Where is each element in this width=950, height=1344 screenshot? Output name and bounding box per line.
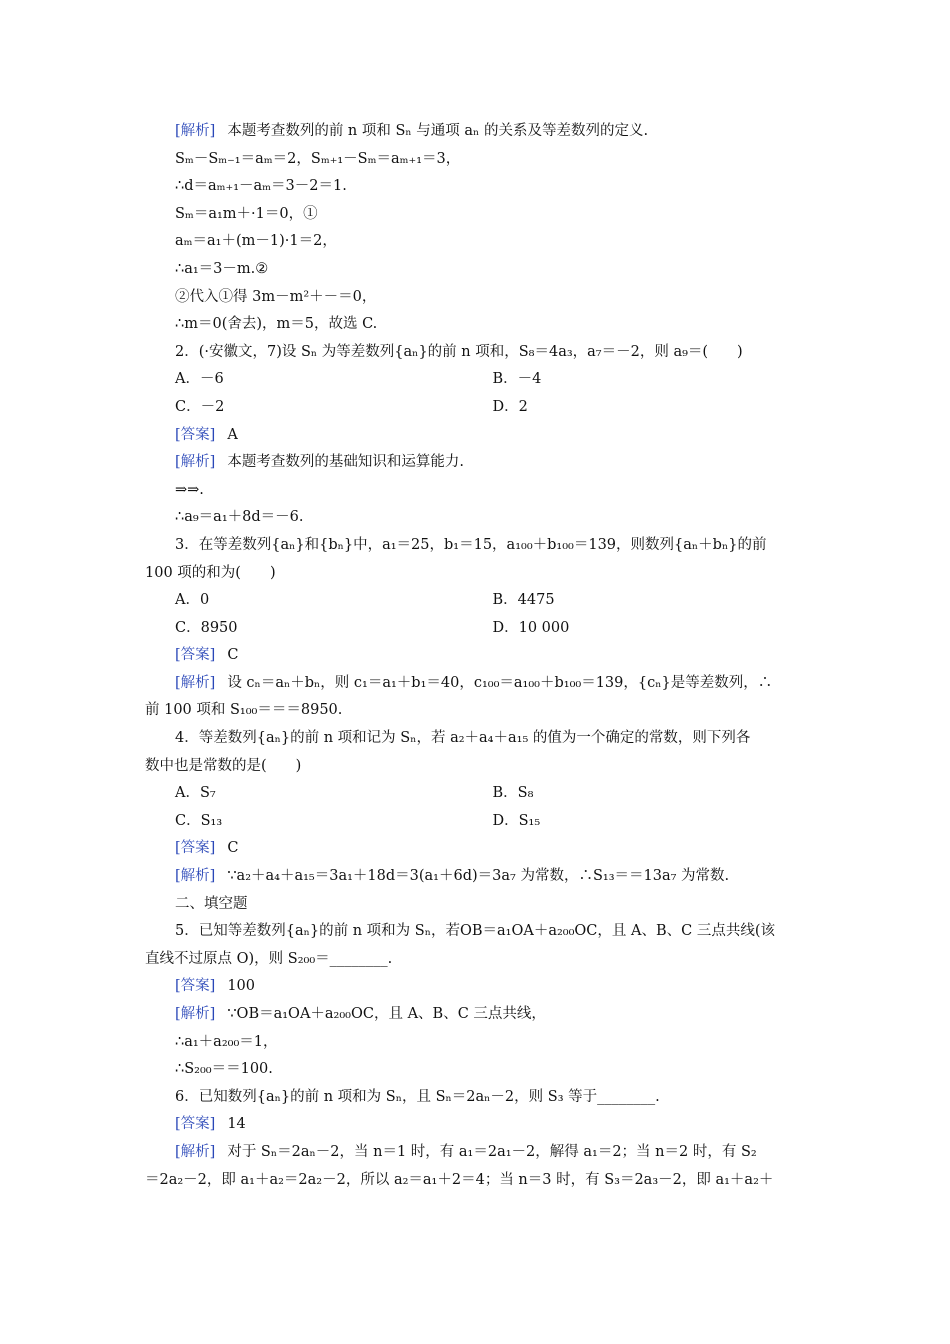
q4-stem bbox=[145, 725, 810, 753]
q1-analysis-line bbox=[145, 146, 810, 174]
option-b: B．－4 bbox=[492, 371, 542, 388]
text: ∵OB＝a₁OA＋a₂₀₀OC，且 A、B、C 三点共线， bbox=[227, 1006, 546, 1022]
q5-analysis-line bbox=[145, 1056, 810, 1084]
option-b: B．S₈ bbox=[492, 785, 534, 802]
q5-answer bbox=[145, 973, 810, 1001]
q1-analysis-line bbox=[145, 256, 810, 284]
text: 2．(·安徽文，7)设 Sₙ 为等差数列{aₙ}的前 n 项和，S₈＝4a₃，a₇＝－2，则 a₉＝( ) bbox=[175, 343, 743, 360]
text: 3．在等差数列{aₙ}和{bₙ}中，a₁＝25，b₁＝15，a₁₀₀＋b₁₀₀＝139，则数列{aₙ＋bₙ}的前 bbox=[175, 536, 767, 553]
q5-analysis-line bbox=[145, 1001, 810, 1029]
text: 4．等差数列{aₙ}的前 n 项和记为 Sₙ，若 a₂＋a₄＋a₁₅ 的值为一个确定的常数，则下列各 bbox=[175, 730, 751, 747]
q2-options-row bbox=[145, 366, 810, 394]
text: 对于 Sₙ＝2aₙ－2，当 n＝1 时，有 a₁＝2a₁－2，解得 a₁＝2；当 n＝2 时，有 S₂ bbox=[227, 1143, 757, 1160]
q2-analysis-line bbox=[145, 449, 810, 477]
q2-stem bbox=[145, 339, 810, 367]
text: 本题考查数列的基础知识和运算能力. bbox=[227, 454, 464, 471]
answer-tag: [答案] bbox=[175, 840, 216, 857]
text: 6．已知数列{aₙ}的前 n 项和为 Sₙ，且 Sₙ＝2aₙ－2，则 S₃ 等于________. bbox=[175, 1088, 660, 1105]
q2-analysis-line bbox=[145, 504, 810, 532]
analysis-tag: [解析] bbox=[175, 123, 216, 139]
text: ∴a₉＝a₁＋8d＝－6. bbox=[175, 509, 304, 526]
analysis-tag: [解析] bbox=[175, 1143, 216, 1160]
answer-text: C bbox=[227, 840, 239, 857]
q4-stem bbox=[145, 753, 810, 781]
option-d: D．10 000 bbox=[492, 619, 570, 636]
text: ②代入①得 3m－m²＋－＝0， bbox=[175, 288, 377, 305]
text: ＝2a₂－2，即 a₁＋a₂＝2a₂－2，所以 a₂＝a₁＋2＝4；当 n＝3 时，有 S₃＝2a₃－2，即 a₁＋a₂＋ bbox=[145, 1171, 774, 1188]
answer-tag: [答案] bbox=[175, 978, 216, 995]
text: 本题考查数列的前 n 项和 Sₙ 与通项 aₙ 的关系及等差数列的定义. bbox=[227, 123, 649, 139]
option-c: C．8950 bbox=[175, 619, 238, 636]
text: 直线不过原点 O)，则 S₂₀₀＝________. bbox=[145, 950, 393, 967]
text: ∴S₂₀₀＝＝100. bbox=[175, 1061, 273, 1078]
analysis-tag: [解析] bbox=[175, 674, 216, 691]
q1-analysis-line bbox=[145, 118, 810, 146]
q3-stem bbox=[145, 560, 810, 588]
analysis-tag: [解析] bbox=[175, 868, 216, 885]
q2-analysis-line bbox=[145, 477, 810, 505]
q5-analysis-line bbox=[145, 1029, 810, 1057]
analysis-tag: [解析] bbox=[175, 1006, 216, 1022]
option-b: B．4475 bbox=[492, 592, 555, 609]
document-content bbox=[145, 118, 810, 1194]
section-heading bbox=[145, 891, 810, 919]
option-d: D．S₁₅ bbox=[492, 812, 541, 829]
option-c: C．－2 bbox=[175, 398, 225, 415]
q4-answer bbox=[145, 835, 810, 863]
q6-stem bbox=[145, 1084, 810, 1112]
q4-options-row bbox=[145, 780, 810, 808]
analysis-tag: [解析] bbox=[175, 454, 216, 471]
q3-answer bbox=[145, 642, 810, 670]
answer-text: C bbox=[227, 647, 239, 664]
text: 二、填空题 bbox=[175, 895, 248, 912]
text: 5．已知等差数列{aₙ}的前 n 项和为 Sₙ，若OB＝a₁OA＋a₂₀₀OC，且 A、B、C 三点共线(该 bbox=[175, 923, 775, 940]
text: 前 100 项和 S₁₀₀＝＝＝8950. bbox=[145, 702, 343, 719]
q6-analysis-line bbox=[145, 1139, 810, 1167]
q2-answer bbox=[145, 422, 810, 450]
text: ⇒⇒. bbox=[175, 481, 204, 498]
option-a: A．S₇ bbox=[175, 785, 216, 802]
text: 100 项的和为( ) bbox=[145, 564, 276, 581]
text: ∵a₂＋a₄＋a₁₅＝3a₁＋18d＝3(a₁＋6d)＝3a₇ 为常数，∴S₁₃＝＝13a₇ 为常数. bbox=[227, 868, 730, 885]
q2-options-row bbox=[145, 394, 810, 422]
q1-analysis-line bbox=[145, 228, 810, 256]
option-c: C．S₁₃ bbox=[175, 812, 223, 829]
q5-stem bbox=[145, 946, 810, 974]
text: 设 cₙ＝aₙ＋bₙ，则 c₁＝a₁＋b₁＝40，c₁₀₀＝a₁₀₀＋b₁₀₀＝139，{cₙ}是等差数列，∴ bbox=[227, 674, 773, 691]
q3-analysis-line bbox=[145, 670, 810, 698]
q1-analysis-line bbox=[145, 201, 810, 229]
q3-options-row bbox=[145, 587, 810, 615]
q4-analysis-line bbox=[145, 863, 810, 891]
text: ∴d＝aₘ₊₁－aₘ＝3－2＝1. bbox=[175, 178, 347, 195]
q3-analysis-line bbox=[145, 697, 810, 725]
q1-analysis-line bbox=[145, 311, 810, 339]
text: 数中也是常数的是( ) bbox=[145, 757, 302, 774]
answer-tag: [答案] bbox=[175, 647, 216, 664]
q5-stem bbox=[145, 918, 810, 946]
q1-analysis-line bbox=[145, 284, 810, 312]
answer-text: A bbox=[227, 426, 238, 443]
q6-answer bbox=[145, 1111, 810, 1139]
option-a: A．－6 bbox=[175, 371, 224, 388]
text: aₘ＝a₁＋(m－1)·1＝2， bbox=[175, 233, 337, 250]
q6-analysis-line bbox=[145, 1167, 810, 1195]
answer-tag: [答案] bbox=[175, 426, 216, 443]
option-a: A．0 bbox=[175, 592, 210, 609]
q4-options-row bbox=[145, 808, 810, 836]
text: Sₘ－Sₘ₋₁＝aₘ＝2，Sₘ₊₁－Sₘ＝aₘ₊₁＝3， bbox=[175, 150, 461, 167]
answer-text: 100 bbox=[227, 978, 256, 995]
option-d: D．2 bbox=[492, 398, 528, 415]
q3-options-row bbox=[145, 615, 810, 643]
q1-analysis-line bbox=[145, 173, 810, 201]
text: ∴m＝0(舍去)，m＝5，故选 C. bbox=[175, 316, 378, 333]
answer-tag: [答案] bbox=[175, 1116, 216, 1133]
answer-text: 14 bbox=[227, 1116, 246, 1133]
text: ∴a₁＋a₂₀₀＝1， bbox=[175, 1033, 278, 1050]
text: ∴a₁＝3－m.② bbox=[175, 260, 269, 277]
text: Sₘ＝a₁m＋·1＝0，① bbox=[175, 205, 318, 222]
q3-stem bbox=[145, 532, 810, 560]
